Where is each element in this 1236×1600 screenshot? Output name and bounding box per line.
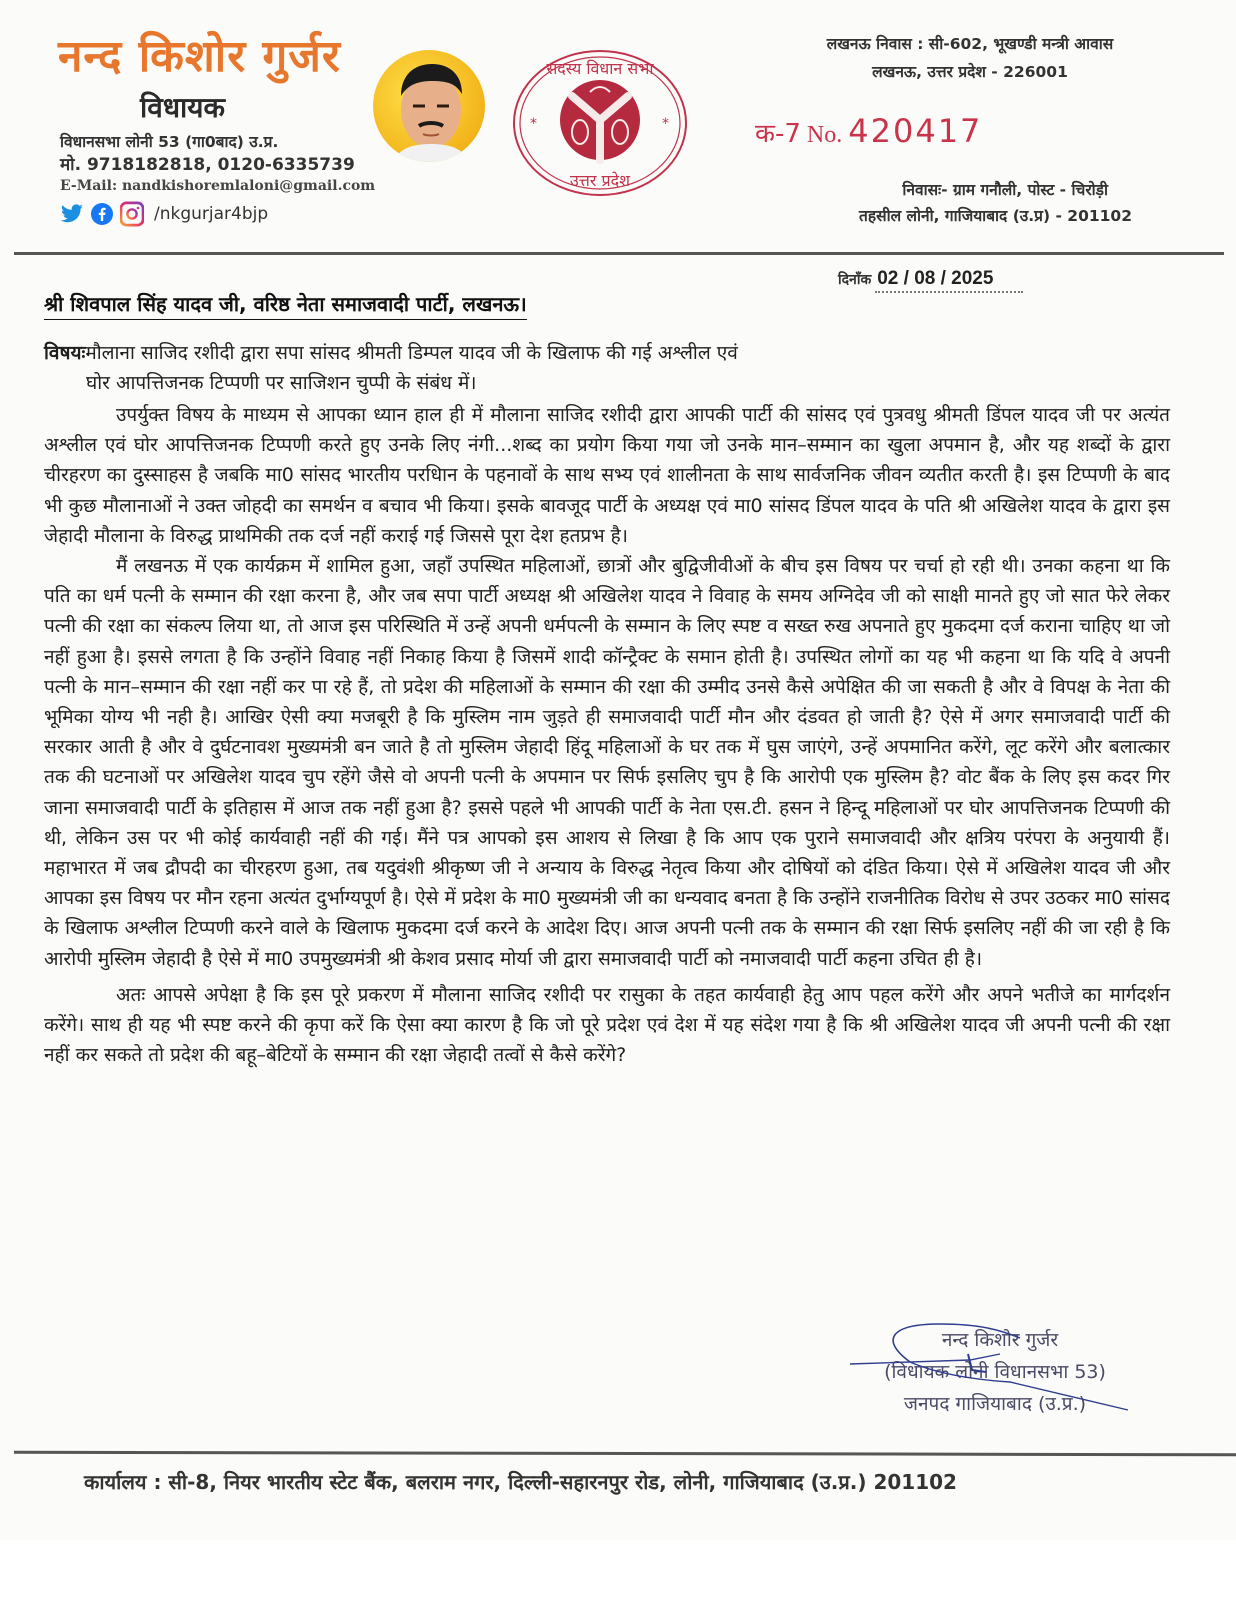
addressee: श्री शिवपाल सिंह यादव जी, वरिष्ठ नेता समाजवादी पार्टी, लखनऊ।: [44, 290, 527, 320]
social-links: [60, 202, 268, 226]
email[interactable]: E-Mail: nandkishoremlaloni@gmail.com: [60, 178, 376, 194]
seal-bottom-text: उत्तर प्रदेश: [570, 171, 630, 190]
signatory-name: नन्द किशोर गुर्जर: [941, 1329, 1059, 1351]
signatory-district: जनपद गाजियाबाद (उ.प्र.): [903, 1393, 1087, 1415]
subject: [44, 338, 1170, 398]
signatory-title: (विधायक लोनी विधानसभा 53): [884, 1361, 1106, 1383]
serial-prefix: क-7: [755, 119, 801, 149]
office-address: कार्यालय : सी-8, नियर भारतीय स्टेट बैंक, बलराम नगर, दिल्ली-सहारनपुर रोड, लोनी, गाजियाबाद (उ.प्र.) 201102: [84, 1470, 957, 1494]
lucknow-address-line2: लखनऊ, उत्तर प्रदेश - 226001: [872, 63, 1068, 81]
letterhead-designation: विधायक: [140, 91, 226, 124]
subject-line1: मौलाना साजिद रशीदी द्वारा सपा सांसद श्रीमती डिम्पल यादव जी के खिलाफ की गई अश्लील एवं: [85, 342, 738, 364]
paragraph-2: मैं लखनऊ में एक कार्यक्रम में शामिल हुआ, जहाँ उपस्थित महिलाओं, छात्रों और बुद्विजीवीओं के बीच इस विषय पर चर्चा हो रही थी। उनका कहना था कि पति का धर्म पत्नी के सम्मान की रक्षा करना है, और जब सपा पार्टी अध्यक्ष श्री अखिलेश यादव ने विवाह के समय अग्निदेव जी को साक्षी मानते हुए जो सात फेरे लेकर पत्नी की रक्षा का संकल्प लिया था, तो आज इस परिस्थिति में उन्हें अपनी धर्मपत्नी के सम्मान के लिए स्पष्ट व सख्त रुख अपनाते हुए मुकदमा दर्ज कराना चाहिए था जो नहीं हुआ है। इससे लगता है कि उन्होंने विवाह नहीं निकाह किया है जिसमें शादी कॉन्ट्रैक्ट के समान होती है। उपस्थित लोगों का यह भी कहना था कि यदि वे अपनी पत्नी के मान–सम्मान की रक्षा नहीं कर पा रहे हैं, तो प्रदेश की महिलाओं के सम्मान की रक्षा की उम्मीद उनसे कैसे अपेक्षित की जा सकती है और वे विपक्ष के नेता की भूमिका योग्य भी नही है। आखिर ऐसी क्या मजबूरी है कि मुस्लिम नाम जुड़ते ही समाजवादी पार्टी मौन और दंडवत हो जाती है? ऐसे में अगर समाजवादी पार्टी की सरकार आती है और वे दुर्घटनावश मुख्यमंत्री बन जाते है तो मुस्लिम जेहादी हिंदू महिलाओं के घर तक में घुस जाएंगे, उन्हें अपमानित करेंगे, लूट करेंगे और बलात्कार तक की घटनाओं पर अखिलेश यादव चुप रहेंगे जैसे वो अपनी पत्नी के अपमान पर सिर्फ इसलिए चुप है कि आरोपी एक मुस्लिम है? वोट बैंक के लिए इस कदर गिर जाना समाजवादी पार्टी के इतिहास में आज तक नहीं हुआ है? इससे पहले भी आपकी पार्टी के नेता एस.टी. हसन ने हिन्दू महिलाओं पर घोर आपत्तिजनक टिप्पणी की थी, लेकिन उस पर भी कोई कार्यवाही नहीं की गई। मैंने पत्र आपको इस आशय से लिखा है कि आप एक पुराने समाजवादी और क्षत्रिय परंपरा के अनुयायी हैं। महाभारत में जब द्रौपदी का चीरहरण हुआ, तब यदुवंशी श्रीकृष्ण जी ने अन्याय के विरुद्ध नेतृत्व किया और दोषियों को दंडित किया। ऐसे में अखिलेश यादव जी और आपका इस विषय पर मौन रहना अत्यंत दुर्भाग्यपूर्ण है। ऐसे में प्रदेश के मा0 मुख्यमंत्री जी का धन्यवाद बनता है कि उन्होंने राजनीतिक विरोध से उपर उठकर मा0 सांसद के खिलाफ अश्लील टिप्पणी करने वाले के खिलाफ मुकदमा दर्ज करने के आदेश दिए। आज अपनी पत्नी तक के सम्मान की रक्षा सिर्फ इसलिए नहीं की जा रही है कि आरोपी मुस्लिम जेहादी है ऐसे में मा0 उपमुख्यमंत्री श्री केशव प्रसाद मोर्या जी द्वारा समाजवादी पार्टी को नमाजवादी पार्टी कहना उचित ही है।: [44, 555, 1170, 970]
facebook-icon[interactable]: [90, 202, 114, 226]
signature-block: [850, 1320, 1140, 1430]
portrait-image: [373, 50, 485, 162]
letter-body: [44, 400, 1170, 1070]
footer-divider: [14, 1451, 1236, 1457]
svg-text:*: *: [530, 116, 537, 132]
seal-top-text: सदस्य विधान सभा: [546, 59, 654, 78]
twitter-icon[interactable]: [60, 202, 84, 226]
paragraph-3: अतः आपसे अपेक्षा है कि इस पूरे प्रकरण में मौलाना साजिद रशीदी पर रासुका के तहत कार्यवाही हेतु आप पहल करेंगे और अपने भतीजे का मार्गदर्शन करेंगे। साथ ही यह भी स्पष्ट करने की कृपा करें कि ऐसा क्या कारण है कि जो पूरे प्रदेश एवं देश में यह संदेश गया है कि श्री अखिलेश यादव जी अपनी पत्नी की रक्षा नहीं कर सकते तो प्रदेश की बहू–बेटियों के सम्मान की रक्षा जेहादी तत्वों से कैसे करेंगे?: [44, 983, 1170, 1067]
date-label: दिनाँक: [838, 272, 872, 288]
letter-date: [838, 268, 1023, 293]
home-address-line1: निवासः- ग्राम गनौली, पोस्ट - चिरोड़ी: [902, 181, 1108, 199]
serial-number: [755, 112, 982, 150]
social-handle[interactable]: /nkgurjar4bjp: [154, 204, 269, 224]
lucknow-address-line1: लखनऊ निवास : सी-602, भूखण्डी मन्त्री आवास: [826, 35, 1114, 53]
svg-text:*: *: [662, 116, 669, 132]
header-divider: [14, 252, 1224, 255]
serial-no-label: No.: [806, 122, 843, 148]
assembly-seal: [510, 48, 690, 198]
date-value: 02 / 08 / 2025: [875, 268, 1023, 293]
paragraph-1: उपर्युक्त विषय के माध्यम से आपका ध्यान हाल ही में मौलाना साजिद रशीदी द्वारा आपकी पार्टी की सांसद एवं पुत्रवधु श्रीमती डिंपल यादव जी पर अत्यंत अश्लील एवं घोर आपत्तिजनक टिप्पणी करते हुए उनके लिए नंगी...शब्द का प्रयोग किया गया जो उनके मान–सम्मान का खुला अपमान है, और यह शब्दों के द्वारा चीरहरण का दुस्साहस है जबकि मा0 सांसद भारतीय परधिान के पहनावों के साथ सभ्य एवं शालीनता के साथ सार्वजनिक जीवन व्यतीत करती है। इस टिप्पणी के बाद भी कुछ मौलानाओं ने उक्त जोहदी का समर्थन व बचाव भी किया। इसके बावजूद पार्टी के अध्यक्ष एवं मा0 सांसद डिंपल यादव के पति श्री अखिलेश यादव के द्वारा इस जेहादी मौलाना के विरुद्ध प्राथमिकी तक दर्ज नहीं कराई गई जिससे पूरा देश हतप्रभ है।: [44, 404, 1170, 547]
letterhead-name: नन्द किशोर गुर्जर: [58, 31, 341, 82]
phone-numbers: मो. 9718182818, 0120-6335739: [60, 155, 355, 175]
instagram-icon[interactable]: [120, 202, 144, 226]
serial-value: 420417: [848, 112, 983, 150]
constituency: विधानसभा लोनी 53 (गा0बाद) उ.प्र.: [60, 133, 279, 151]
subject-label: विषयः: [44, 342, 86, 364]
home-address-line2: तहसील लोनी, गाजियाबाद (उ.प्र) - 201102: [859, 207, 1132, 225]
subject-line2: घोर आपत्तिजनक टिप्पणी पर साजिशन चुप्पी के संबंध में।: [86, 372, 477, 394]
